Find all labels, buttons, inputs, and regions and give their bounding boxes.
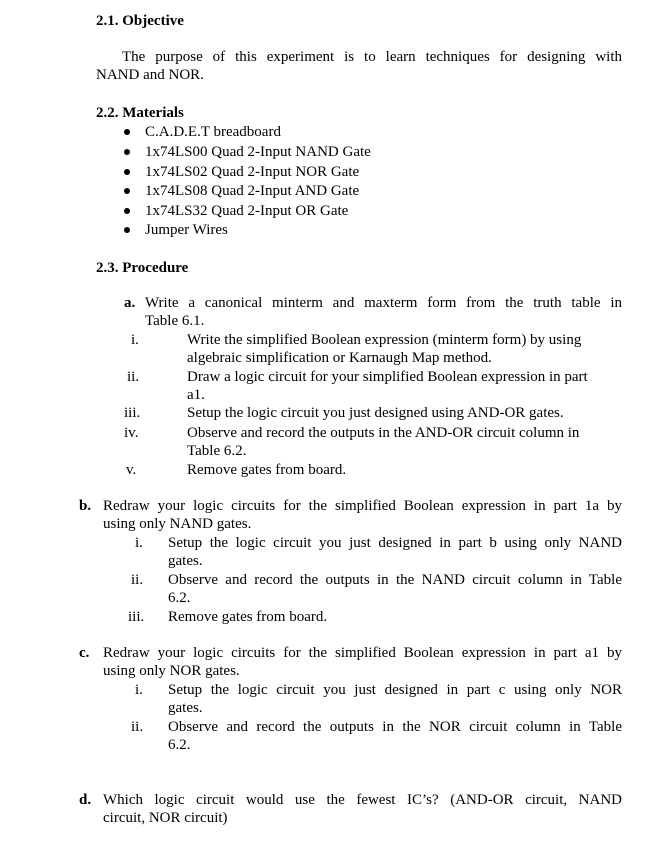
step-number: iii. (128, 609, 145, 625)
part-a-text-line-2: Table 6.1. (145, 313, 205, 329)
part-a-marker: a. (124, 295, 136, 311)
step-number: v. (126, 462, 137, 478)
step-number: ii. (131, 719, 144, 735)
step-text: Setup the logic circuit you just designed in part b using only NAND (168, 535, 622, 551)
step-text: Observe and record the outputs in the AND-OR circuit column in (187, 425, 580, 441)
part-b-text-line-2: using only NAND gates. (103, 516, 252, 532)
step-text: Observe and record the outputs in the NAND circuit column in Table (168, 572, 622, 588)
objective-heading: 2.1. Objective (96, 13, 184, 29)
step-text: algebraic simplification or Karnaugh Map method. (187, 350, 492, 366)
step-text: Setup the logic circuit you just designed in part c using only NOR (168, 682, 622, 698)
materials-item: C.A.D.E.T breadboard (145, 124, 281, 140)
part-d-text-line-2: circuit, NOR circuit) (103, 810, 228, 826)
step-text: gates. (168, 553, 203, 569)
part-c-text-line-1: Redraw your logic circuits for the simplified Boolean expression in part a1 by (103, 645, 622, 661)
bullet-icon (124, 227, 130, 233)
part-d-marker: d. (79, 792, 92, 808)
step-number: i. (135, 535, 143, 551)
materials-item: 1x74LS00 Quad 2-Input NAND Gate (145, 144, 371, 160)
step-text: Setup the logic circuit you just designed using AND-OR gates. (187, 405, 564, 421)
step-text: Remove gates from board. (168, 609, 328, 625)
procedure-heading: 2.3. Procedure (96, 260, 189, 276)
bullet-icon (124, 169, 130, 175)
materials-item: 1x74LS08 Quad 2-Input AND Gate (145, 183, 360, 199)
materials-heading: 2.2. Materials (96, 105, 184, 121)
part-c-text-line-2: using only NOR gates. (103, 663, 240, 679)
bullet-icon (124, 129, 130, 135)
step-text: Draw a logic circuit for your simplified Boolean expression in part (187, 369, 588, 385)
part-a-text-line-1: Write a canonical minterm and maxterm form from the truth table in (145, 295, 622, 311)
step-number: ii. (127, 369, 140, 385)
step-number: iii. (124, 405, 141, 421)
step-text: 6.2. (168, 590, 191, 606)
step-text: Observe and record the outputs in the NOR circuit column in Table (168, 719, 622, 735)
step-text: gates. (168, 700, 203, 716)
part-c-marker: c. (79, 645, 90, 661)
part-d-text-line-1: Which logic circuit would use the fewest IC’s? (AND-OR circuit, NAND (103, 792, 622, 808)
step-number: ii. (131, 572, 144, 588)
bullet-icon (124, 188, 130, 194)
step-text: Table 6.2. (187, 443, 247, 459)
part-b-marker: b. (79, 498, 92, 514)
bullet-icon (124, 149, 130, 155)
step-text: 6.2. (168, 737, 191, 753)
step-text: a1. (187, 387, 205, 403)
bullet-icon (124, 208, 130, 214)
step-number: i. (135, 682, 143, 698)
step-text: Remove gates from board. (187, 462, 347, 478)
objective-text-line-2: NAND and NOR. (96, 67, 204, 83)
materials-item: Jumper Wires (145, 222, 228, 238)
part-b-text-line-1: Redraw your logic circuits for the simplified Boolean expression in part 1a by (103, 498, 622, 514)
step-number: i. (131, 332, 139, 348)
materials-item: 1x74LS32 Quad 2-Input OR Gate (145, 203, 349, 219)
step-number: iv. (124, 425, 139, 441)
objective-text-line-1: The purpose of this experiment is to learn techniques for designing with (122, 49, 622, 65)
materials-item: 1x74LS02 Quad 2-Input NOR Gate (145, 164, 360, 180)
step-text: Write the simplified Boolean expression (minterm form) by using (187, 332, 582, 348)
